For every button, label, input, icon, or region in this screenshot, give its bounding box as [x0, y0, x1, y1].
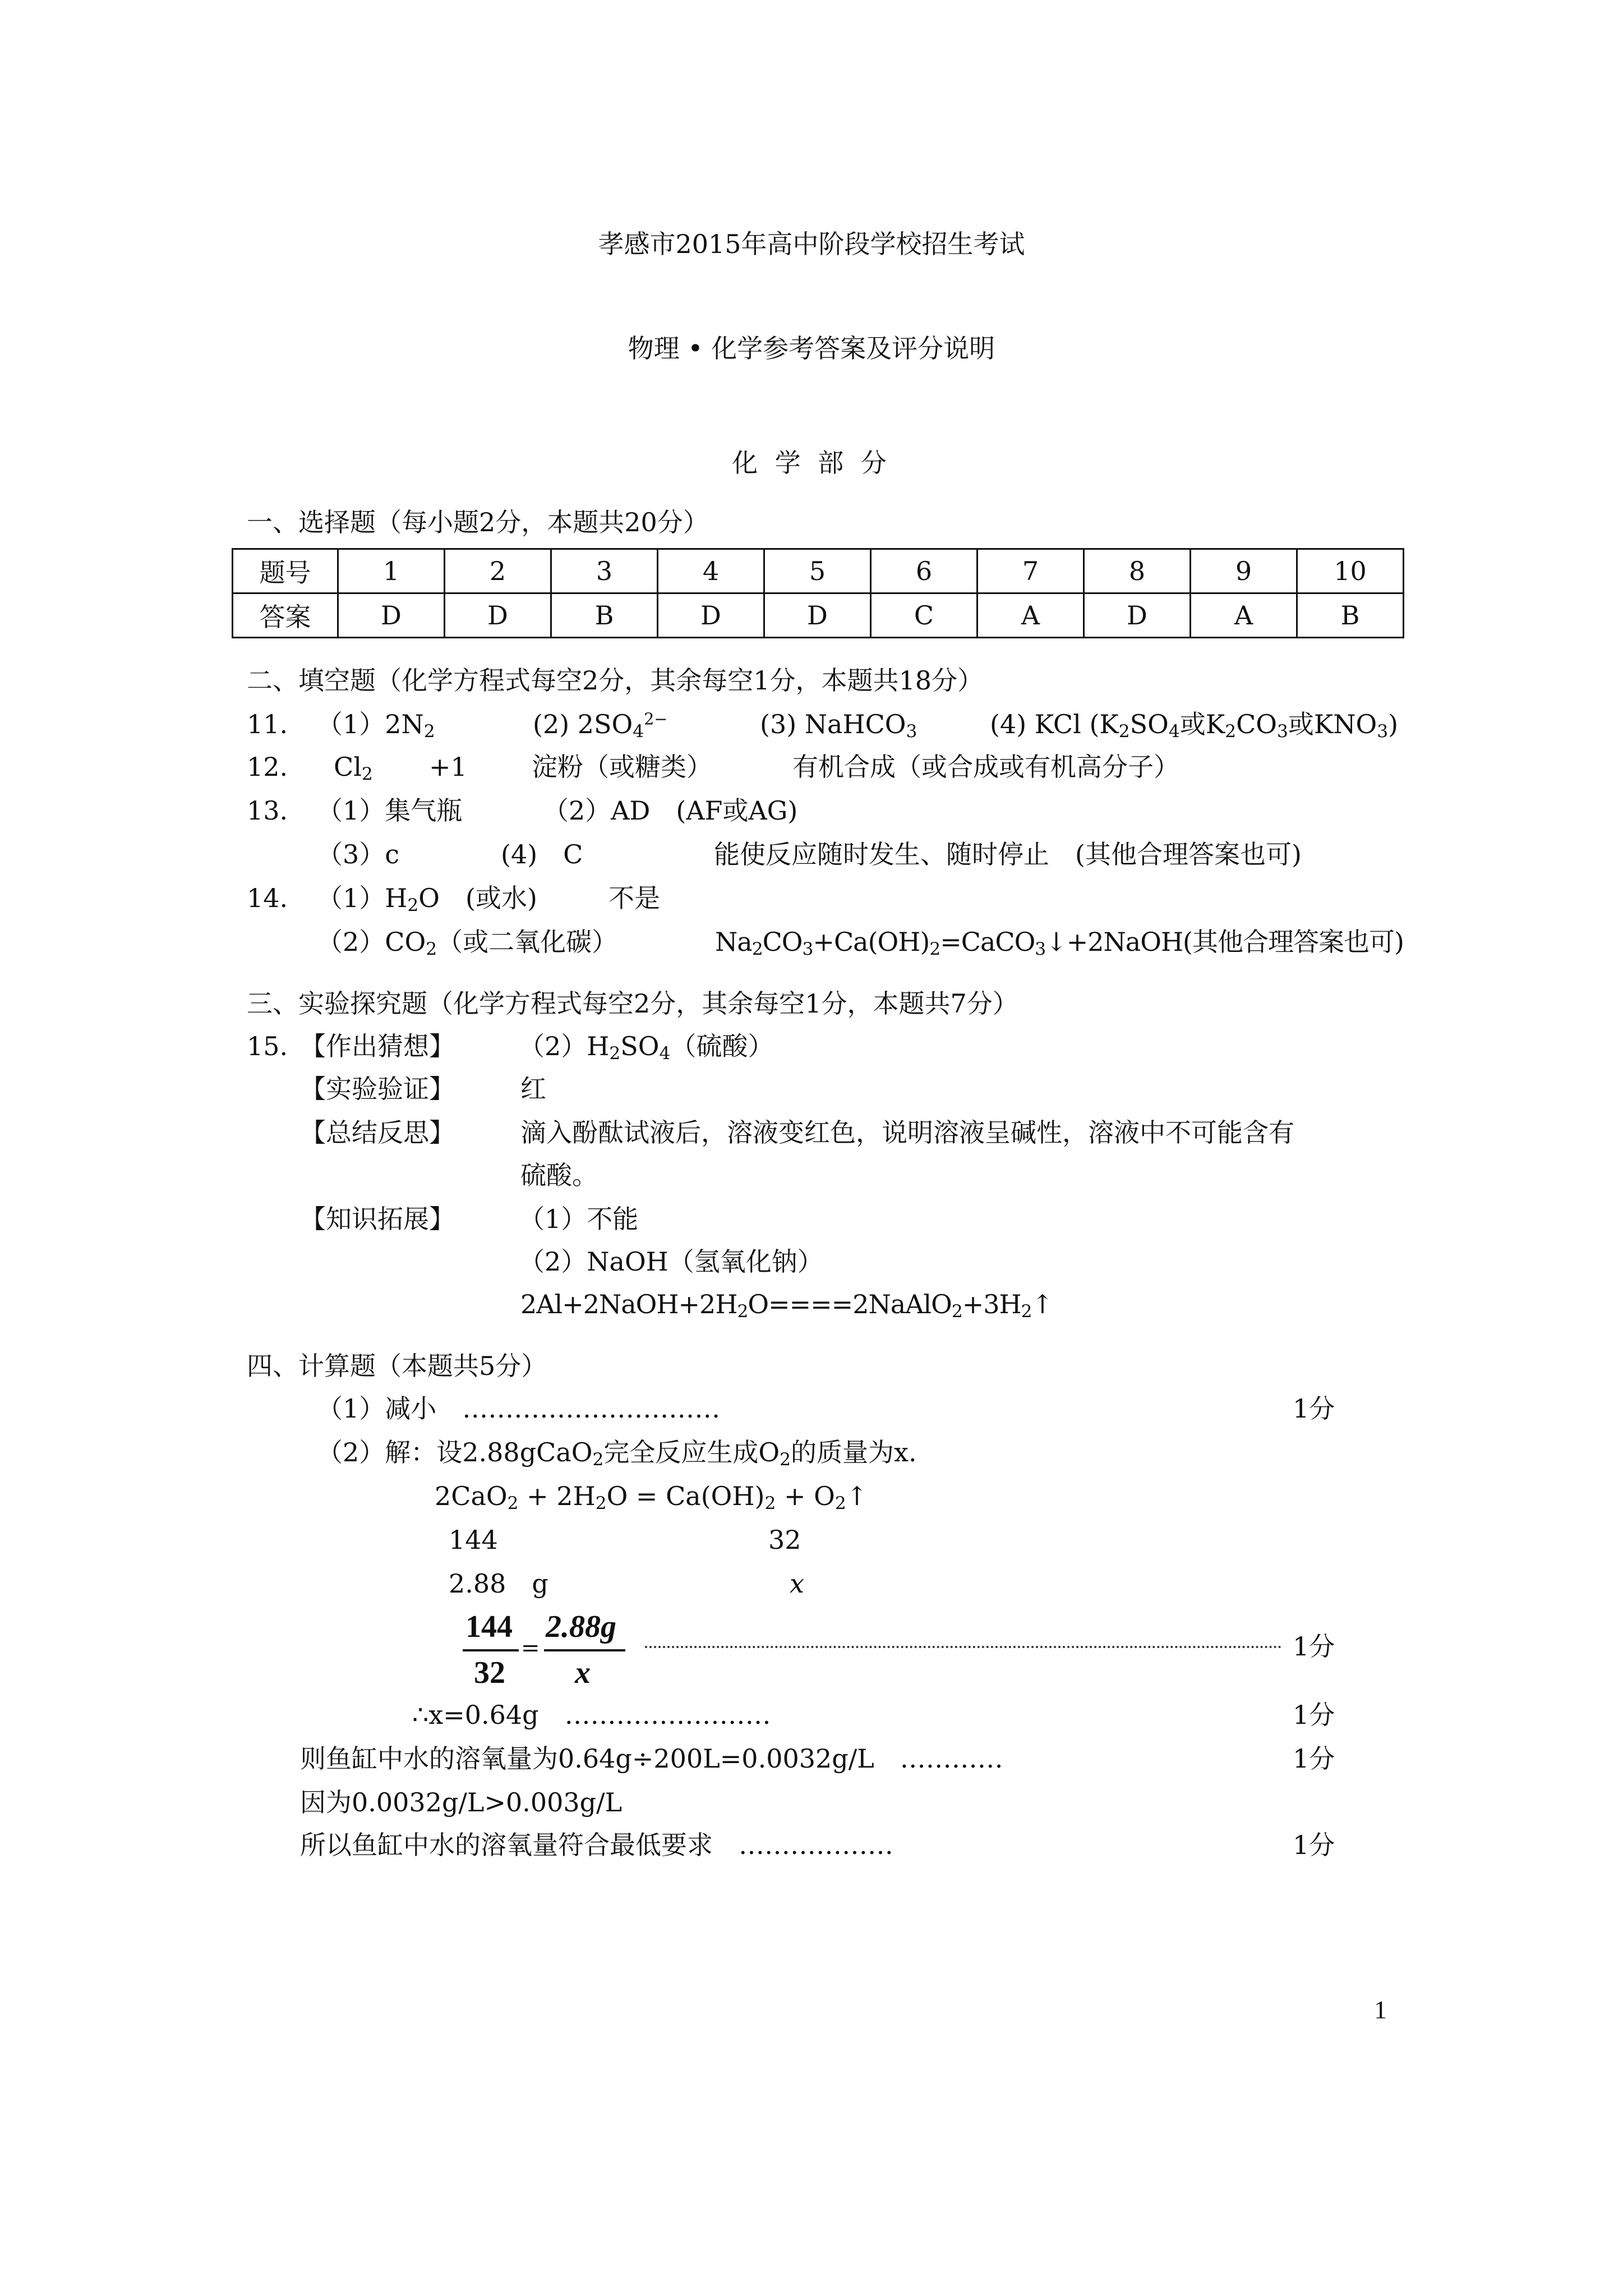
- question-number-cell: 2: [445, 549, 551, 593]
- answer-cell: D: [338, 593, 445, 638]
- section4-heading: 四、计算题（本题共5分）: [247, 1351, 547, 1381]
- q13-answer-2: （2）AD (AF或AG): [543, 795, 798, 826]
- given-mass: 2.88 g: [449, 1568, 548, 1599]
- q11-number: 11.: [247, 709, 288, 739]
- question-number-cell: 7: [978, 549, 1084, 593]
- answer-cell: A: [978, 593, 1084, 638]
- calc-conclusion: 则鱼缸中水的溶氧量为0.64g÷200L=0.0032g/L …………: [300, 1743, 1003, 1774]
- part-heading: 化 学 部 分: [732, 448, 891, 478]
- verify-answer: 红: [520, 1074, 546, 1104]
- score-mark: 1分: [1293, 1393, 1335, 1424]
- table-row-label: 答案: [233, 593, 338, 638]
- question-number-cell: 6: [871, 549, 978, 593]
- question-number-cell: 9: [1191, 549, 1297, 593]
- answer-cell: D: [658, 593, 764, 638]
- q12-answer-1: $Cl_2$: [334, 752, 373, 784]
- q13-number: 13.: [247, 795, 288, 826]
- section3-heading: 三、实验探究题（化学方程式每空2分，其余每空1分，本题共7分）: [247, 988, 1018, 1019]
- q14-answer-3: $(2)CO_2$（或二氧化碳）: [317, 927, 618, 959]
- page-number: 1: [1374, 1995, 1387, 2024]
- score-mark: 1分: [1293, 1830, 1335, 1860]
- q12-answer-4: 有机合成（或合成或有机高分子）: [792, 752, 1179, 782]
- dotted-leader: [645, 1646, 1281, 1648]
- label-extend: 【知识拓展】: [300, 1204, 455, 1234]
- molar-mass-o2: 32: [768, 1525, 801, 1555]
- extend-answer-1: （1）不能: [519, 1204, 639, 1234]
- q11-answer-4: (4) KCl ($K_2SO_4$或$K_2CO_3$或$KNO_3$): [990, 709, 1399, 742]
- q11-answer-2: (2) $2SO_4^{2-}$: [533, 709, 668, 742]
- calc-final: 所以鱼缸中水的溶氧量符合最低要求 ………………: [300, 1830, 893, 1860]
- fraction-numerator-left: 144: [465, 1609, 513, 1644]
- calc-step-1: （1）减小 …………………………: [317, 1393, 721, 1424]
- q12-answer-3: 淀粉（或糖类）: [532, 752, 712, 782]
- answer-cell: D: [445, 593, 551, 638]
- score-mark: 1分: [1293, 1631, 1335, 1662]
- answer-table: [232, 548, 1404, 638]
- q14-answer-1: $(1)H_2O$ (或水): [317, 883, 537, 915]
- question-number-cell: 1: [338, 549, 445, 593]
- q11-answer-3: (3) NaHCO$_3$: [760, 709, 917, 742]
- table-row-question-numbers: [233, 549, 1404, 593]
- q14-answer-2: 不是: [608, 883, 660, 913]
- calc-result: ∴x=0.64g ……………………: [412, 1700, 771, 1730]
- document-title: 孝感市2015年高中阶段学校招生考试: [598, 229, 1025, 259]
- q14-number: 14.: [247, 883, 288, 913]
- answer-cell: B: [1297, 593, 1404, 638]
- answer-cell: B: [551, 593, 658, 638]
- reflect-answer-line2: 硫酸。: [520, 1160, 598, 1190]
- fraction-denominator-left: 32: [474, 1655, 505, 1690]
- proportion-fraction: [463, 1609, 631, 1699]
- answer-cell: D: [1084, 593, 1191, 638]
- fraction-bar-left: [463, 1649, 519, 1651]
- score-mark: 1分: [1293, 1743, 1335, 1774]
- extend-answer-2: （2）NaOH（氢氧化钠）: [519, 1246, 823, 1277]
- table-row-answers: [233, 593, 1404, 638]
- q15-number: 15.: [247, 1031, 288, 1061]
- q13-answer-5: 能使反应随时发生、随时停止 (其他合理答案也可): [714, 839, 1302, 869]
- question-number-cell: 5: [764, 549, 871, 593]
- answer-cell: D: [764, 593, 871, 638]
- answer-cell: C: [871, 593, 978, 638]
- calc-comparison: 因为0.0032g/L>0.003g/L: [300, 1787, 623, 1818]
- fraction-equals: =: [521, 1635, 540, 1661]
- molar-mass-cao2: 144: [449, 1525, 498, 1555]
- answer-cell: A: [1191, 593, 1297, 638]
- reflect-answer-line1: 滴入酚酞试液后，溶液变红色，说明溶液呈碱性，溶液中不可能含有: [520, 1117, 1294, 1148]
- section1-heading: 一、选择题（每小题2分，本题共20分）: [247, 507, 709, 537]
- label-reflect: 【总结反思】: [300, 1117, 455, 1148]
- question-number-cell: 8: [1084, 549, 1191, 593]
- document-subtitle: 物理 • 化学参考答案及评分说明: [628, 333, 995, 364]
- extend-equation: $2Al+2NaOH+2H_2O====2NaAlO_2+3H_2↑$: [520, 1289, 1053, 1322]
- q13-answer-4: (4) C: [501, 839, 583, 869]
- q14-equation: $Na_2CO_3+Ca(OH)_2=CaCO_3↓+2NaOH$(其他合理答案也可): [715, 927, 1404, 959]
- section2-heading: 二、填空题（化学方程式每空2分，其余每空1分，本题共18分）: [247, 665, 984, 696]
- question-number-cell: 10: [1297, 549, 1404, 593]
- fraction-bar-right: [544, 1649, 625, 1651]
- question-number-cell: 3: [551, 549, 658, 593]
- q13-answer-3: （3）c: [317, 839, 400, 869]
- score-mark: 1分: [1293, 1700, 1335, 1730]
- reaction-equation: $2CaO_2 + 2H_2O = Ca(OH)_2$ + $O_2↑$: [435, 1481, 868, 1513]
- fraction-numerator-right: 2.88g: [546, 1609, 616, 1644]
- unknown-x: x: [790, 1568, 804, 1599]
- q13-answer-1: （1）集气瓶: [317, 795, 463, 826]
- q12-answer-2: +1: [429, 752, 467, 782]
- table-row-label: 题号: [233, 549, 338, 593]
- q12-number: 12.: [247, 752, 288, 782]
- calc-step-2: （2）解：设2.88gCaO$_2$完全反应生成$O_2$的质量为x.: [317, 1437, 917, 1470]
- question-number-cell: 4: [658, 549, 764, 593]
- q11-answer-1: $(1)2N_2$: [317, 709, 435, 742]
- fraction-denominator-right: x: [575, 1655, 591, 1690]
- guess-answer: $(2)H_2SO_4$（硫酸）: [519, 1031, 774, 1064]
- label-guess: 【作出猜想】: [300, 1031, 455, 1061]
- label-verify: 【实验验证】: [300, 1074, 455, 1104]
